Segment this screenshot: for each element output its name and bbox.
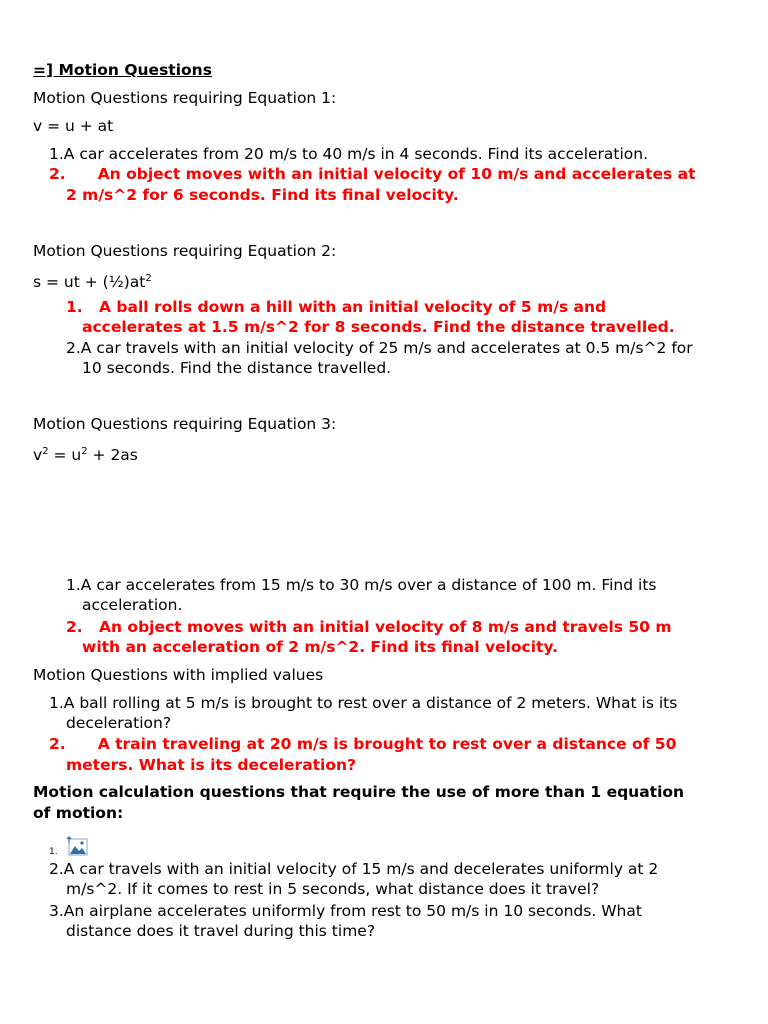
eq3-question-2-cont: with an acceleration of 2 m/s^2. Find its final velocity. — [82, 638, 559, 656]
implied-header: Motion Questions with implied values — [33, 666, 324, 684]
formula-text: v — [33, 446, 43, 465]
implied-question-1-cont: deceleration? — [66, 714, 172, 732]
eq1-formula: v = u + at — [33, 117, 114, 135]
list-number: 3. — [49, 902, 64, 920]
list-number: 1. — [49, 847, 58, 857]
list-number: 1. — [66, 298, 83, 316]
eq1-header: Motion Questions requiring Equation 1: — [33, 89, 337, 107]
list-number: 2. — [49, 860, 64, 878]
eq1-question-2 — [49, 164, 695, 184]
multi-question-3 — [49, 901, 642, 921]
implied-question-2 — [49, 734, 676, 754]
eq3-question-2 — [66, 617, 672, 637]
eq3-header: Motion Questions requiring Equation 3: — [33, 415, 337, 433]
implied-question-2-cont: meters. What is its deceleration? — [66, 756, 357, 774]
eq2-question-2-cont: 10 seconds. Find the distance travelled. — [82, 359, 392, 377]
question-text: A ball rolls down a hill with an initial velocity of 5 m/s and — [99, 298, 607, 316]
question-text: A train traveling at 20 m/s is brought to rest over a distance of 50 — [97, 735, 677, 753]
eq3-formula — [33, 442, 138, 465]
list-number: 2. — [49, 735, 66, 753]
question-text: A car travels with an initial velocity of 25 m/s and accelerates at 0.5 m/s^2 for — [80, 339, 693, 357]
eq2-question-1-cont: accelerates at 1.5 m/s^2 for 8 seconds. Find the distance travelled. — [82, 318, 675, 336]
eq1-question-2-cont: 2 m/s^2 for 6 seconds. Find its final velocity. — [66, 186, 459, 204]
eq3-question-1 — [66, 575, 656, 595]
eq2-question-2 — [66, 338, 693, 358]
list-number: 2. — [49, 165, 66, 183]
eq3-question-1-cont: acceleration. — [82, 596, 183, 614]
superscript: 2 — [81, 446, 88, 457]
list-number: 2. — [66, 339, 81, 357]
question-text: An airplane accelerates uniformly from rest to 50 m/s in 10 seconds. What — [63, 902, 642, 920]
multi-question-3-cont: distance does it travel during this time? — [66, 922, 376, 940]
superscript: 2 — [145, 273, 152, 284]
broken-image-icon — [66, 834, 90, 858]
question-text: An object moves with an initial velocity of 10 m/s and accelerates at — [97, 165, 696, 183]
multi-header-cont: of motion: — [33, 804, 124, 822]
eq1-question-1 — [49, 144, 648, 164]
page-title: =] Motion Questions — [33, 61, 212, 79]
multi-question-2-cont: m/s^2. If it comes to rest in 5 seconds, what distance does it travel? — [66, 880, 600, 898]
superscript: 2 — [42, 446, 49, 457]
eq2-header: Motion Questions requiring Equation 2: — [33, 242, 337, 260]
question-text: A ball rolling at 5 m/s is brought to rest over a distance of 2 meters. What is its — [63, 694, 678, 712]
question-text: A car accelerates from 20 m/s to 40 m/s in 4 seconds. Find its acceleration. — [63, 145, 649, 163]
formula-text: s = ut + (½)at — [33, 273, 146, 292]
question-text: A car accelerates from 15 m/s to 30 m/s over a distance of 100 m. Find its — [80, 576, 657, 594]
implied-question-1 — [49, 693, 677, 713]
question-text: An object moves with an initial velocity of 8 m/s and travels 50 m — [99, 618, 672, 636]
multi-header: Motion calculation questions that require the use of more than 1 equation — [33, 783, 685, 801]
list-number: 1. — [66, 576, 81, 594]
multi-question-2 — [49, 859, 658, 879]
formula-text: + 2as — [87, 446, 138, 465]
eq2-question-1 — [66, 297, 606, 317]
list-number: 1. — [49, 145, 64, 163]
list-number: 2. — [66, 618, 83, 636]
question-text: A car travels with an initial velocity of 15 m/s and decelerates uniformly at 2 — [63, 860, 659, 878]
formula-text: = u — [48, 446, 82, 465]
eq2-formula — [33, 269, 152, 292]
list-number: 1. — [49, 694, 64, 712]
